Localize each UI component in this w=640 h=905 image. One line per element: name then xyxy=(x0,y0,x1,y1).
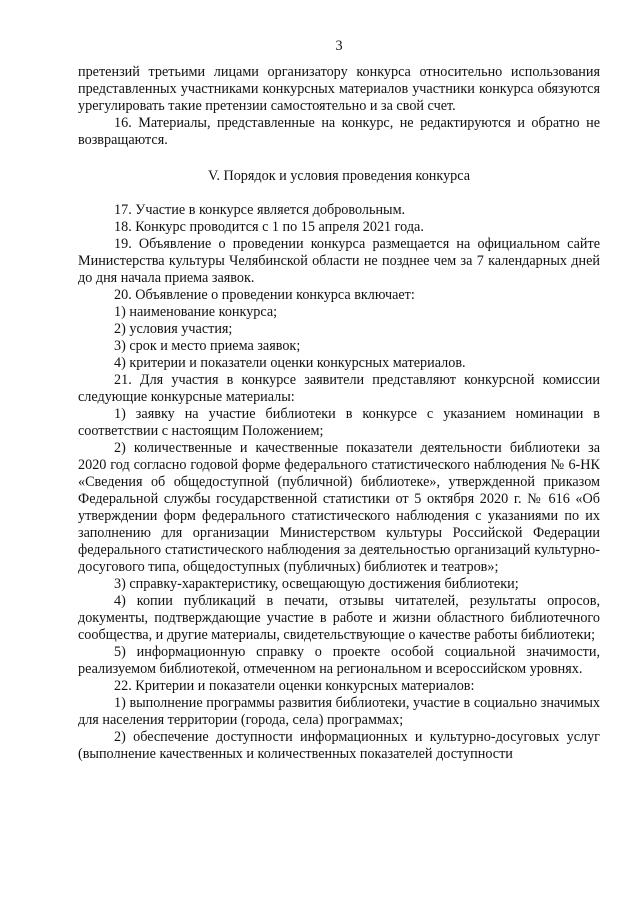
section-heading: V. Порядок и условия проведения конкурса xyxy=(207,168,471,184)
paragraph: 1) выполнение программы развития библиотеки, участие в социально значимых для населения территории (города, села) программах; xyxy=(78,695,600,728)
paragraph: претензий третьими лицами организатору конкурса относительно использования представленных участниками конкурсных материалов участники конкурса обязуются урегулировать такие претензии самостоятельно и за свой счет. xyxy=(78,64,600,114)
paragraph: 2) обеспечение доступности информационных и культурно-досуговых услуг (выполнение качественных и количественных показателей доступности xyxy=(78,729,600,762)
paragraph: 2) количественные и качественные показатели деятельности библиотеки за 2020 год согласно годовой форме федерального статистического наблюдения № 6-НК «Сведения об общедоступной (публичной) библиотеке», утвержденной приказом Федеральной службы государственной статистики от 5 октября 2020 г. № 616 «Об утверждении форм федерального статистического наблюдения с указаниями по их заполнению для организации Министерством культуры Российской Федерации федерального статистического наблюдения за деятельностью организаций культурно-досугового типа, общедоступных (публичных) библиотек и театров»; xyxy=(78,440,600,575)
paragraph: 18. Конкурс проводится с 1 по 15 апреля 2021 года. xyxy=(114,219,424,235)
paragraph: 2) условия участия; xyxy=(114,321,233,337)
paragraphs-before-heading xyxy=(78,64,600,149)
paragraph: 3) срок и место приема заявок; xyxy=(114,338,301,354)
paragraph: 20. Объявление о проведении конкурса включает: xyxy=(114,287,415,303)
page-number: 3 xyxy=(335,38,343,54)
document-body xyxy=(78,64,600,763)
paragraph: 16. Материалы, представленные на конкурс, не редактируются и обратно не возвращаются. xyxy=(78,115,600,148)
paragraph: 4) копии публикаций в печати, отзывы читателей, результаты опросов, документы, подтверждающие участие в работе и жизни областного библиотечного сообщества, и другие материалы, свидетельствующие о качестве работы библиотеки; xyxy=(78,593,600,643)
paragraph: 1) заявку на участие библиотеки в конкурсе с указанием номинации в соответствии с настоящим Положением; xyxy=(78,406,600,439)
paragraph: 22. Критерии и показатели оценки конкурсных материалов: xyxy=(114,678,475,694)
paragraphs-after-heading xyxy=(78,202,600,763)
paragraph: 5) информационную справку о проекте особой социальной значимости, реализуемом библиотекой, отмеченном на региональном и всероссийском уровнях. xyxy=(78,644,600,677)
paragraph: 1) наименование конкурса; xyxy=(114,304,278,320)
paragraph: 17. Участие в конкурсе является добровольным. xyxy=(114,202,406,218)
paragraph: 21. Для участия в конкурсе заявители представляют конкурсной комиссии следующие конкурсные материалы: xyxy=(78,372,600,405)
paragraph: 19. Объявление о проведении конкурса размещается на официальном сайте Министерства культуры Челябинской области не позднее чем за 7 календарных дней до дня начала приема заявок. xyxy=(78,236,600,286)
paragraph: 4) критерии и показатели оценки конкурсных материалов. xyxy=(114,355,466,371)
paragraph: 3) справку-характеристику, освещающую достижения библиотеки; xyxy=(114,576,519,592)
